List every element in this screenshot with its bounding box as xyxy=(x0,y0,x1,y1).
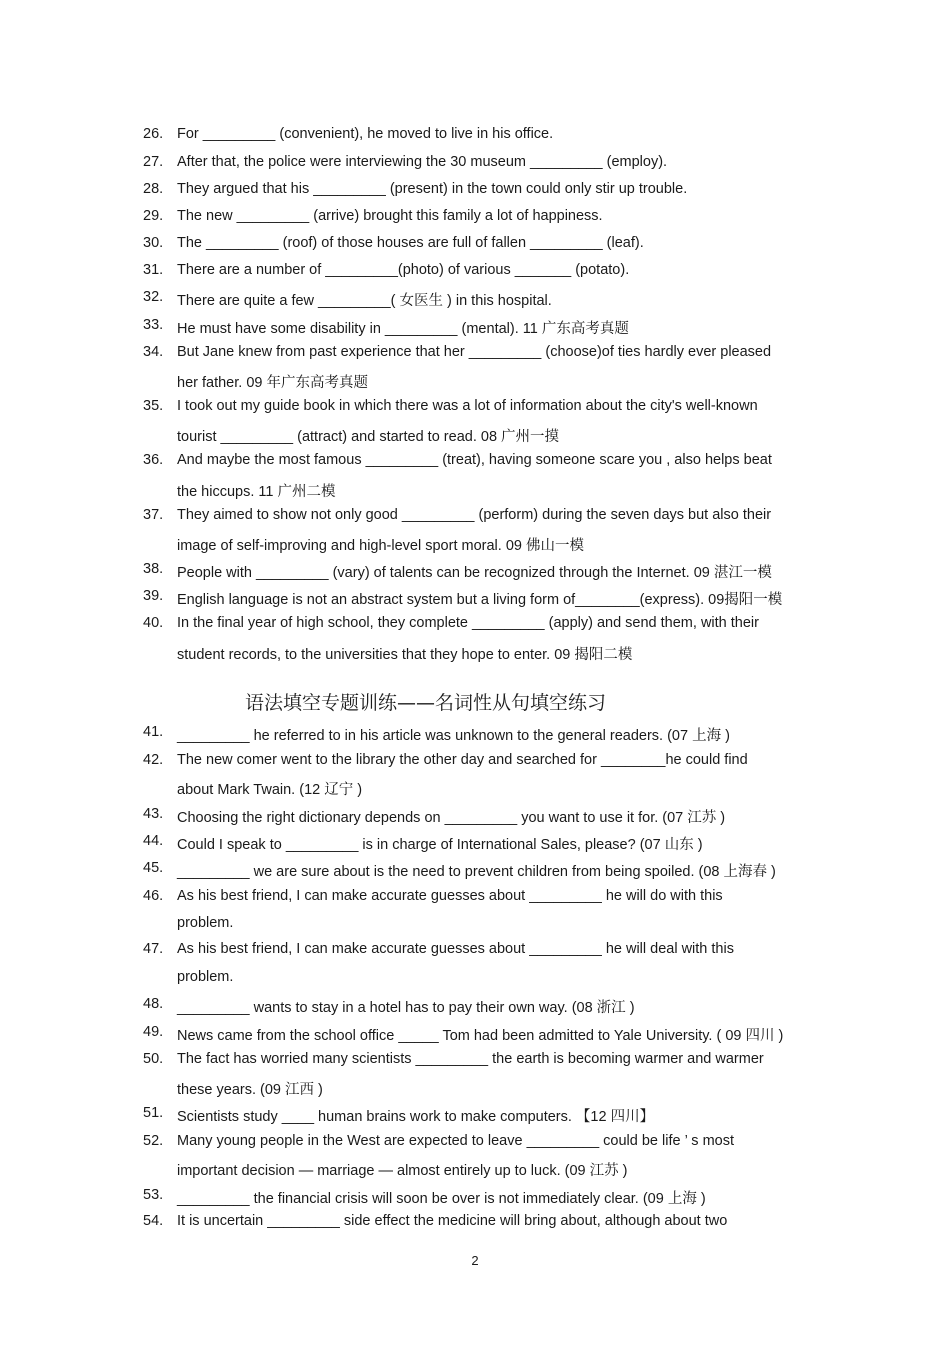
question-text: _________ we are sure about is the need to prevent children from being spoiled. (08 上海春 ) xyxy=(177,864,776,880)
question-text: They argued that his _________ (present) in the town could only stir up trouble. xyxy=(177,181,688,197)
question-text-continued: important decision — marriage — almost entirely up to luck. (09 江苏 ) xyxy=(177,1163,628,1179)
question-text: They aimed to show not only good _________ (perform) during the seven days but also their xyxy=(177,507,772,523)
question-number: 44. xyxy=(143,833,164,849)
question-number: 49. xyxy=(143,1024,164,1040)
question-number: 27. xyxy=(143,154,164,170)
question-text: And maybe the most famous _________ (treat), having someone scare you , also helps beat xyxy=(177,452,772,468)
question-number: 47. xyxy=(143,941,164,957)
question-number: 39. xyxy=(143,588,164,604)
question-number: 30. xyxy=(143,235,164,251)
question-number: 53. xyxy=(143,1187,164,1203)
question-text: News came from the school office _____ Tom had been admitted to Yale University. ( 09 四川 ) xyxy=(177,1028,784,1044)
question-text: For _________ (convenient), he moved to live in his office. xyxy=(177,126,554,142)
question-number: 34. xyxy=(143,344,164,360)
question-number: 41. xyxy=(143,724,164,740)
question-number: 45. xyxy=(143,860,164,876)
question-text: People with _________ (vary) of talents can be recognized through the Internet. 09 湛江一模 xyxy=(177,565,772,581)
question-text: English language is not an abstract system but a living form of________(express). 09揭阳一模 xyxy=(177,592,783,608)
question-text-continued: student records, to the universities that they hope to enter. 09 揭阳二模 xyxy=(177,647,633,663)
question-number: 31. xyxy=(143,262,164,278)
question-number: 35. xyxy=(143,398,164,414)
question-text: As his best friend, I can make accurate guesses about _________ he will do with this xyxy=(177,888,723,904)
question-text: Scientists study ____ human brains work to make computers. 【12 四川】 xyxy=(177,1109,655,1125)
section-title: 语法填空专题训练——名词性从句填空练习 xyxy=(245,692,607,714)
question-text-continued: her father. 09 年广东高考真题 xyxy=(177,375,368,391)
question-number: 37. xyxy=(143,507,164,523)
question-number: 42. xyxy=(143,752,164,768)
question-text-continued: problem. xyxy=(177,915,234,931)
question-number: 43. xyxy=(143,806,164,822)
page-number: 2 xyxy=(471,1253,479,1268)
question-text: Could I speak to _________ is in charge of International Sales, please? (07 山东 ) xyxy=(177,837,703,853)
question-text: _________ he referred to in his article was unknown to the general readers. (07 上海 ) xyxy=(177,728,730,744)
question-text: Choosing the right dictionary depends on _________ you want to use it for. (07 江苏 ) xyxy=(177,810,726,826)
question-number: 26. xyxy=(143,126,164,142)
question-text-continued: about Mark Twain. (12 辽宁 ) xyxy=(177,782,363,798)
question-number: 32. xyxy=(143,289,164,305)
question-number: 40. xyxy=(143,615,164,631)
question-number: 54. xyxy=(143,1213,164,1229)
question-number: 52. xyxy=(143,1133,164,1149)
question-text-continued: tourist _________ (attract) and started to read. 08 广州一摸 xyxy=(177,429,560,445)
question-number: 33. xyxy=(143,317,164,333)
question-number: 38. xyxy=(143,561,164,577)
question-text: _________ wants to stay in a hotel has to pay their own way. (08 浙江 ) xyxy=(177,1000,635,1016)
question-text: The _________ (roof) of those houses are full of fallen _________ (leaf). xyxy=(177,235,644,251)
question-number: 50. xyxy=(143,1051,164,1067)
question-text: But Jane knew from past experience that her _________ (choose)of ties hardly ever pleased xyxy=(177,344,772,360)
question-text: It is uncertain _________ side effect the medicine will bring about, although about two xyxy=(177,1213,728,1229)
question-number: 29. xyxy=(143,208,164,224)
question-text-continued: problem. xyxy=(177,969,234,985)
question-text: He must have some disability in _________ (mental). 11 广东高考真题 xyxy=(177,321,629,337)
question-text: The fact has worried many scientists _________ the earth is becoming warmer and warmer xyxy=(177,1051,764,1067)
question-text: The new comer went to the library the other day and searched for ________he could find xyxy=(177,752,748,768)
question-text-continued: these years. (09 江西 ) xyxy=(177,1082,323,1098)
question-text: As his best friend, I can make accurate guesses about _________ he will deal with this xyxy=(177,941,734,957)
question-text: _________ the financial crisis will soon be over is not immediately clear. (09 上海 ) xyxy=(177,1191,706,1207)
question-text: After that, the police were interviewing the 30 museum _________ (employ). xyxy=(177,154,668,170)
question-text-continued: image of self-improving and high-level sport moral. 09 佛山一模 xyxy=(177,538,584,554)
question-number: 46. xyxy=(143,888,164,904)
question-text: There are a number of _________(photo) of various _______ (potato). xyxy=(177,262,630,278)
question-number: 48. xyxy=(143,996,164,1012)
question-text: There are quite a few _________( 女医生 ) in this hospital. xyxy=(177,293,552,309)
question-text-continued: the hiccups. 11 广州二模 xyxy=(177,484,336,500)
question-number: 51. xyxy=(143,1105,164,1121)
question-text: In the final year of high school, they complete _________ (apply) and send them, with their xyxy=(177,615,759,631)
question-number: 36. xyxy=(143,452,164,468)
question-text: Many young people in the West are expected to leave _________ could be life ’ s most xyxy=(177,1133,734,1149)
question-text: The new _________ (arrive) brought this family a lot of happiness. xyxy=(177,208,603,224)
question-text: I took out my guide book in which there was a lot of information about the city's well-known xyxy=(177,398,758,414)
question-number: 28. xyxy=(143,181,164,197)
